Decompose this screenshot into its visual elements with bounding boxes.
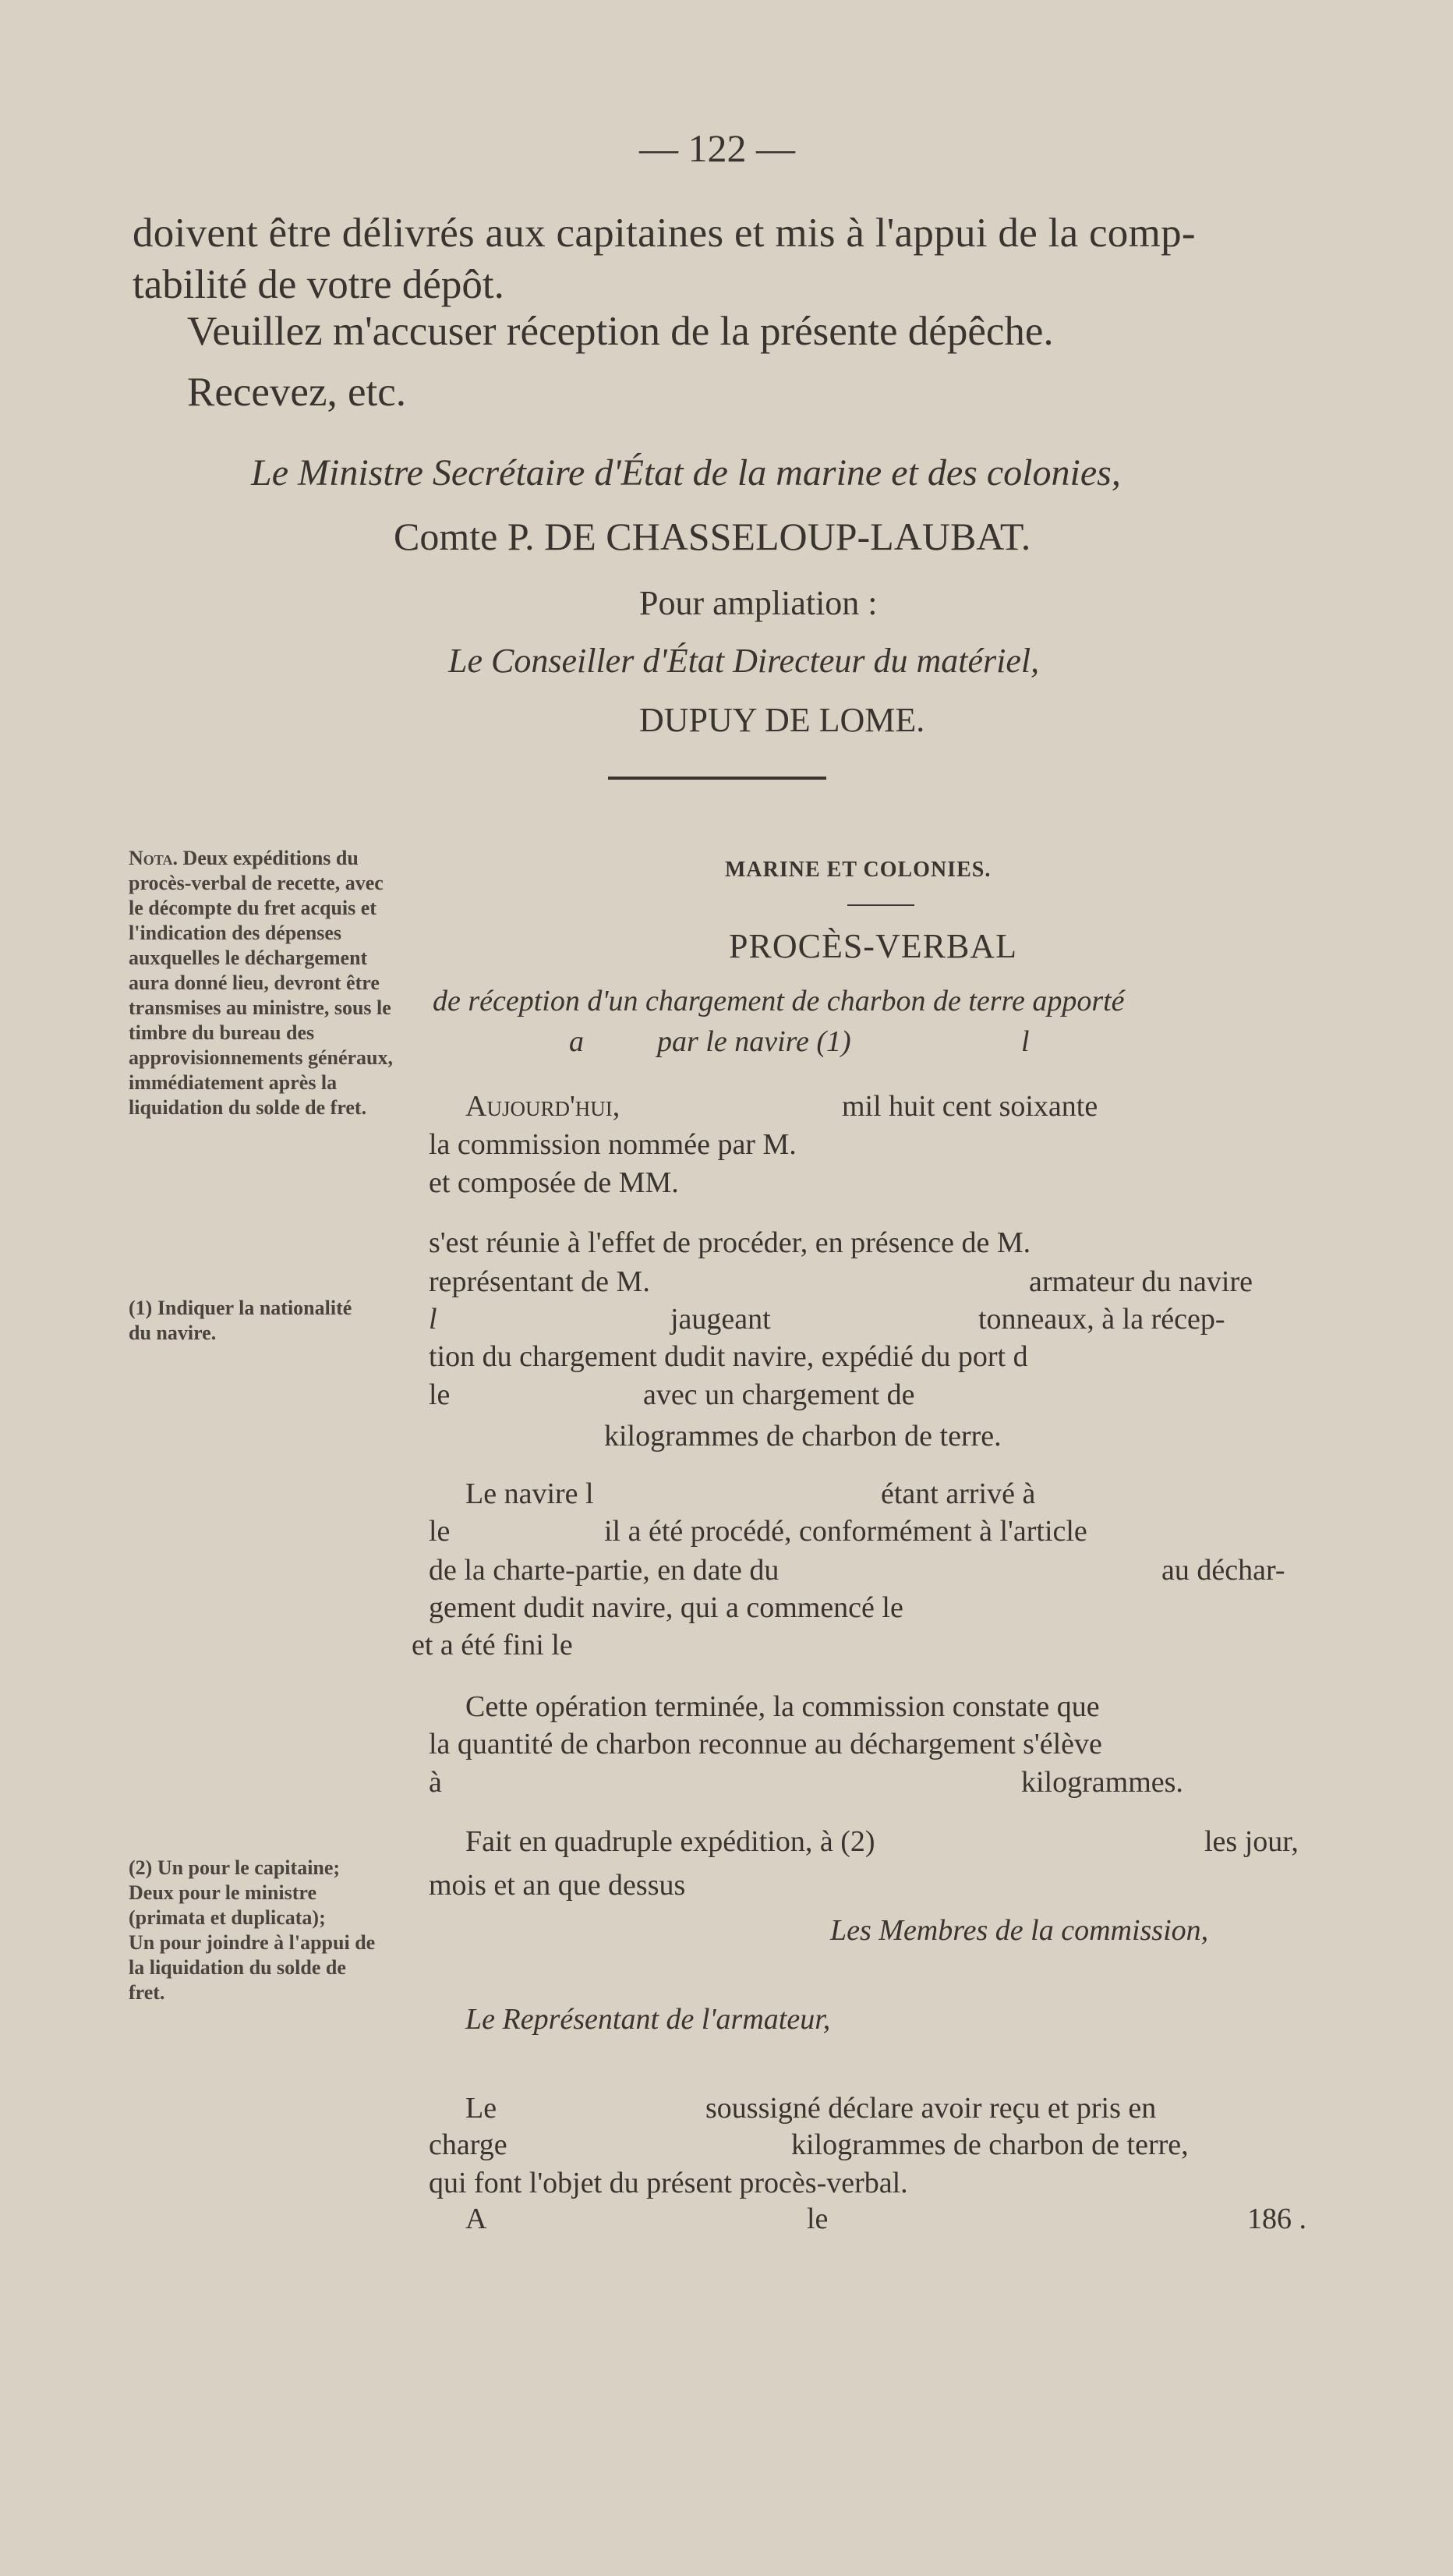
note-2-line-1: (2) Un pour le capitaine; (129, 1856, 341, 1879)
form-subtitle-par: par le navire (1) (657, 1025, 851, 1058)
p3-line-1a: Le navire l (465, 1477, 594, 1510)
representant-armateur: Le Représentant de l'armateur, (465, 2003, 831, 2036)
form-subtitle-l: l (1021, 1025, 1030, 1058)
p6-line-1b: soussigné déclare avoir reçu et pris en (705, 2092, 1157, 2125)
conseiller-title: Le Conseiller d'État Directeur du matériel, (448, 642, 1040, 680)
minister-name: Comte P. DE CHASSELOUP-LAUBAT. (394, 515, 1031, 558)
continuation-line-3: Veuillez m'accuser réception de la présente dépêche. (187, 309, 1054, 354)
p4-line-3b: kilogrammes. (1021, 1766, 1183, 1799)
p2-line-3b: jaugeant (670, 1303, 771, 1336)
form-subtitle-line-1: de réception d'un chargement de charbon de terre apporté (433, 985, 1125, 1017)
continuation-line-1: doivent être délivrés aux capitaines et mis à l'appui de la comp- (133, 211, 1196, 256)
p2-line-5a: le (429, 1378, 451, 1411)
p6-line-4c: 186 . (1247, 2203, 1306, 2235)
p3-line-2b: il a été procédé, conformément à l'article (604, 1515, 1087, 1548)
p6-line-2a: charge (429, 2128, 507, 2161)
note-1: (1) Indiquer la nationalité du navire. (129, 1297, 352, 1344)
p2-line-6: kilogrammes de charbon de terre. (604, 1420, 1002, 1453)
nota-text: Deux expéditions du procès-verbal de recette, avec le décompte du fret acquis et l'indication des dépenses auxquelles le déchargement aura donné lieu, devront être transmises au ministre, sous le timbre du bureau des approvisionnements généraux, immédiatement après la liquidation du solde de fret. (129, 847, 393, 1119)
p3-line-1b: étant arrivé à (881, 1477, 1036, 1510)
p3-line-3a: de la charte-partie, en date du (429, 1554, 780, 1587)
p4-line-2: la quantité de charbon reconnue au déchargement s'élève (429, 1728, 1102, 1760)
p3-line-3b: au déchar- (1161, 1554, 1285, 1587)
p6-line-4a: A (465, 2203, 487, 2235)
p6-line-4b: le (807, 2203, 829, 2235)
ampliation-label: Pour ampliation : (639, 584, 878, 622)
p6-line-3: qui font l'objet du présent procès-verbal. (429, 2167, 908, 2199)
p2-line-2a: représentant de M. (429, 1265, 650, 1298)
note-2-line-2: Deux pour le ministre (primata et duplicata); (129, 1881, 326, 1929)
form-header: MARINE ET COLONIES. (725, 858, 992, 882)
p2-line-5b: avec un chargement de (643, 1378, 915, 1411)
p1-line-1a: Aujourd'hui, (465, 1090, 620, 1123)
p2-line-3a: l (429, 1303, 437, 1336)
p5-line-2: mois et an que dessus (429, 1869, 686, 1902)
p2-line-4: tion du chargement dudit navire, expédié du port d (429, 1340, 1028, 1373)
p3-line-4: gement dudit navire, qui a commencé le (429, 1591, 903, 1624)
membres-commission: Les Membres de la commission, (830, 1914, 1209, 1947)
p4-line-1: Cette opération terminée, la commission constate que (465, 1690, 1100, 1723)
p6-line-2b: kilogrammes de charbon de terre, (791, 2128, 1189, 2161)
p2-line-3c: tonneaux, à la récep- (978, 1303, 1225, 1336)
continuation-line-4: Recevez, etc. (187, 370, 406, 415)
p1-line-1b: mil huit cent soixante (842, 1090, 1098, 1123)
p4-line-3a: à (429, 1766, 442, 1799)
p5-line-1a: Fait en quadruple expédition, à (2) (465, 1825, 875, 1858)
note-2 (129, 1856, 386, 2005)
p2-line-2b: armateur du navire (1029, 1265, 1253, 1298)
p6-line-1a: Le (465, 2092, 497, 2125)
p5-line-1b: les jour, (1204, 1825, 1299, 1858)
continuation-line-2: tabilité de votre dépôt. (133, 262, 504, 307)
p3-line-2a: le (429, 1515, 451, 1548)
page-number: — 122 — (639, 126, 795, 170)
p2-line-1: s'est réunie à l'effet de procéder, en présence de M. (429, 1226, 1031, 1259)
form-title: PROCÈS-VERBAL (729, 927, 1017, 965)
p1-line-2: la commission nommée par M. (429, 1128, 797, 1161)
p1-line-3: et composée de MM. (429, 1166, 679, 1199)
note-2-line-3: Un pour joindre à l'appui de la liquidation du solde de fret. (129, 1931, 376, 2004)
nota-note (129, 846, 394, 1120)
minister-title: Le Ministre Secrétaire d'État de la marine et des colonies, (251, 452, 1121, 494)
nota-label: Nota. (129, 847, 178, 869)
header-rule (847, 904, 914, 906)
p3-line-5: et a été fini le (412, 1629, 573, 1661)
section-divider (608, 777, 826, 780)
form-subtitle-a: a (569, 1025, 584, 1058)
conseiller-name: DUPUY DE LOME. (639, 701, 925, 739)
